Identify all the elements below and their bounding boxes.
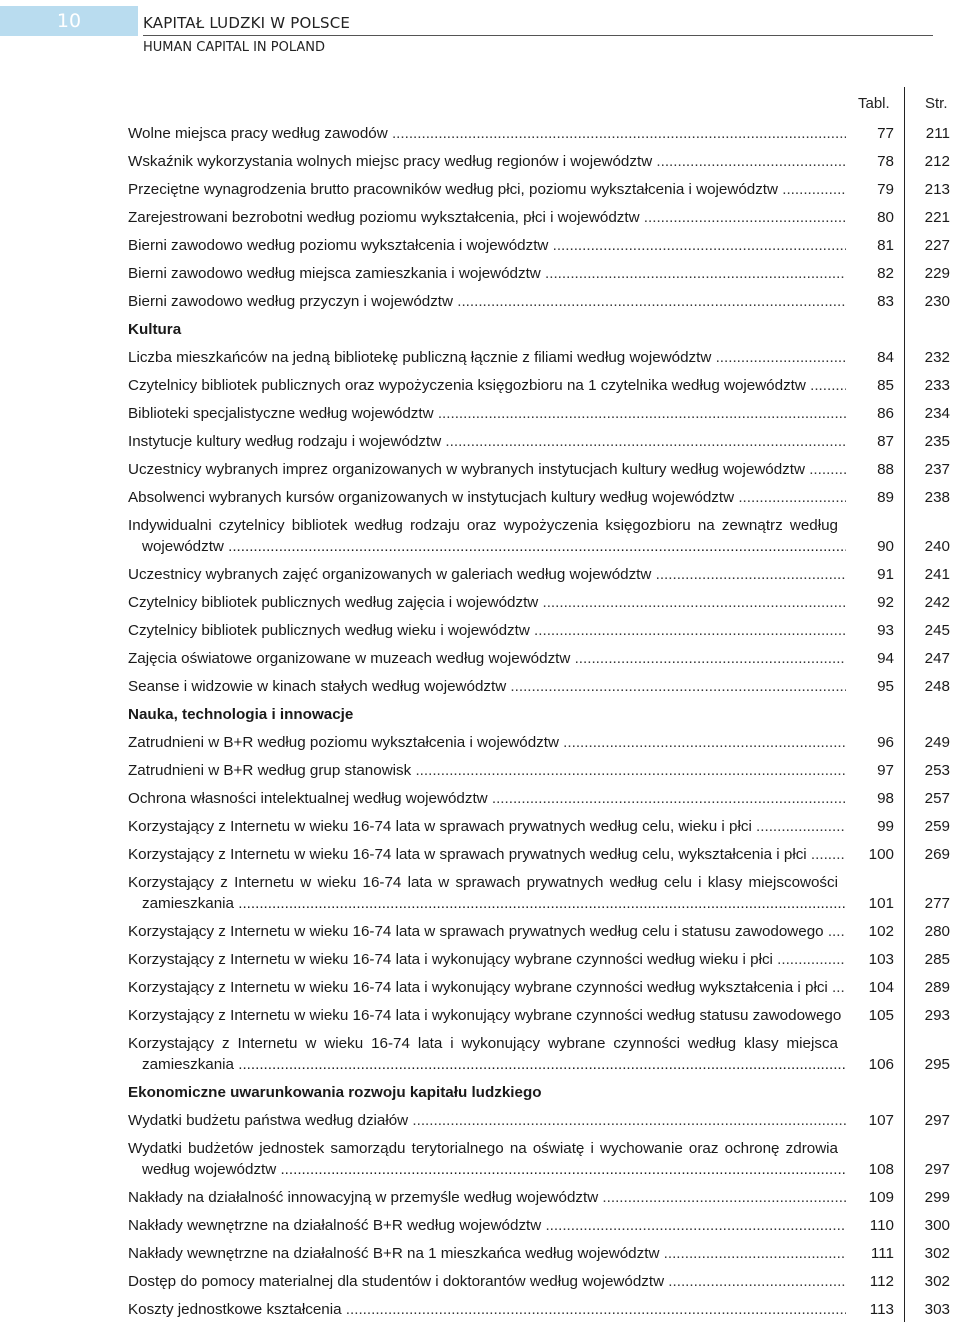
table-number: 88 bbox=[877, 461, 894, 478]
toc-entry-title-continued: zamieszkania ..... bbox=[142, 1054, 846, 1075]
page-ref: 211 bbox=[925, 125, 950, 142]
toc-entry-title: Bierni zawodowo według miejsca zamieszkania i województw ..... bbox=[128, 263, 846, 284]
table-number: 79 bbox=[877, 181, 894, 198]
page-ref: 297 bbox=[924, 1112, 950, 1129]
toc-entry-title: Zarejestrowani bezrobotni według poziomu wykształcenia, płci i województw ..... bbox=[128, 207, 846, 228]
toc-entry-title: Czytelnicy bibliotek publicznych oraz wypożyczenia księgozbioru na 1 czytelnika według województw ..... bbox=[128, 375, 846, 396]
toc-entry-title-continued: województw ..... bbox=[142, 536, 846, 557]
page-ref: 302 bbox=[924, 1245, 950, 1262]
toc-entry-title: Korzystający z Internetu w wieku 16-74 lata w sprawach prywatnych według celu, wieku i płci ..... bbox=[128, 816, 846, 837]
page-ref: 249 bbox=[924, 734, 950, 751]
page-ref: 295 bbox=[924, 1056, 950, 1073]
page-ref: 230 bbox=[924, 293, 950, 310]
table-number: 113 bbox=[869, 1301, 894, 1318]
column-divider bbox=[904, 87, 905, 1322]
page-number: 10 bbox=[0, 6, 138, 36]
table-number: 98 bbox=[877, 790, 894, 807]
page-ref: 285 bbox=[924, 951, 950, 968]
toc-entry-title-continued: według województw ..... bbox=[142, 1159, 846, 1180]
page-ref: 242 bbox=[924, 594, 950, 611]
table-number: 90 bbox=[877, 538, 894, 555]
header-subtitle: HUMAN CAPITAL IN POLAND bbox=[143, 40, 326, 55]
page-ref: 247 bbox=[924, 650, 950, 667]
toc-entry-title: Zatrudnieni w B+R według grup stanowisk ..... bbox=[128, 760, 846, 781]
toc-entry-title: Dostęp do pomocy materialnej dla studentów i doktorantów według województw ..... bbox=[128, 1271, 846, 1292]
toc-entry-title: Korzystający z Internetu w wieku 16-74 lata w sprawach prywatnych według celu, wykształcenia i płci ..... bbox=[128, 844, 846, 865]
toc-entry-title: Biblioteki specjalistyczne według województw ..... bbox=[128, 403, 846, 424]
table-number: 86 bbox=[877, 405, 894, 422]
page-ref: 269 bbox=[924, 846, 950, 863]
column-header-tabl: Tabl. bbox=[858, 95, 890, 112]
table-number: 78 bbox=[877, 153, 894, 170]
page-ref: 229 bbox=[924, 265, 950, 282]
toc-entry-title: Wolne miejsca pracy według zawodów ..... bbox=[128, 123, 846, 144]
page-ref: 213 bbox=[924, 181, 950, 198]
table-number: 105 bbox=[868, 1007, 894, 1024]
table-number: 95 bbox=[877, 678, 894, 695]
page-ref: 300 bbox=[924, 1217, 950, 1234]
table-number: 108 bbox=[868, 1161, 894, 1178]
table-number: 103 bbox=[868, 951, 894, 968]
page-ref: 293 bbox=[924, 1007, 950, 1024]
toc-entry-title: Czytelnicy bibliotek publicznych według zajęcia i województw ..... bbox=[128, 592, 846, 613]
page-ref: 241 bbox=[924, 566, 950, 583]
page-ref: 245 bbox=[924, 622, 950, 639]
table-number: 111 bbox=[870, 1245, 894, 1262]
page-ref: 253 bbox=[924, 762, 950, 779]
toc-entry-title: Bierni zawodowo według przyczyn i województw ..... bbox=[128, 291, 846, 312]
section-heading: Nauka, technologia i innowacje bbox=[128, 706, 354, 723]
toc-entry-title: Wskaźnik wykorzystania wolnych miejsc pracy według regionów i województw ..... bbox=[128, 151, 846, 172]
table-number: 83 bbox=[877, 293, 894, 310]
page-ref: 280 bbox=[924, 923, 950, 940]
table-number: 77 bbox=[877, 125, 894, 142]
table-number: 87 bbox=[877, 433, 894, 450]
page-ref: 212 bbox=[924, 153, 950, 170]
table-number: 110 bbox=[869, 1217, 894, 1234]
page-ref: 237 bbox=[924, 461, 950, 478]
page-ref: 234 bbox=[924, 405, 950, 422]
toc-entry-title: Nakłady na działalność innowacyjną w przemyśle według województw ..... bbox=[128, 1187, 846, 1208]
page-ref: 259 bbox=[924, 818, 950, 835]
table-number: 85 bbox=[877, 377, 894, 394]
table-number: 84 bbox=[877, 349, 894, 366]
toc-entry-title: Instytucje kultury według rodzaju i województw ..... bbox=[128, 431, 846, 452]
table-number: 93 bbox=[877, 622, 894, 639]
toc-entry-title: Zajęcia oświatowe organizowane w muzeach według województw ..... bbox=[128, 648, 846, 669]
table-number: 81 bbox=[877, 237, 894, 254]
toc-entry-title: Koszty jednostkowe kształcenia ..... bbox=[128, 1299, 846, 1320]
toc-entry-title: Nakłady wewnętrzne na działalność B+R na 1 mieszkańca według województw ..... bbox=[128, 1243, 846, 1264]
table-number: 109 bbox=[868, 1189, 894, 1206]
table-number: 82 bbox=[877, 265, 894, 282]
page-ref: 303 bbox=[924, 1301, 950, 1318]
table-number: 80 bbox=[877, 209, 894, 226]
toc-entry-title: Liczba mieszkańców na jedną bibliotekę publiczną łącznie z filiami według województw ..... bbox=[128, 347, 846, 368]
toc-entry-title: Korzystający z Internetu w wieku 16-74 lata i wykonujący wybrane czynności według klasy miejsca bbox=[128, 1035, 838, 1052]
toc-entry-title: Nakłady wewnętrzne na działalność B+R według województw ..... bbox=[128, 1215, 846, 1236]
toc-entry-title: Indywidualni czytelnicy bibliotek według rodzaju oraz wypożyczenia księgozbioru na zewnątrz według bbox=[128, 517, 838, 534]
page-ref: 227 bbox=[924, 237, 950, 254]
table-number: 104 bbox=[868, 979, 894, 996]
column-header-str: Str. bbox=[925, 95, 948, 112]
page-ref: 302 bbox=[924, 1273, 950, 1290]
table-number: 92 bbox=[877, 594, 894, 611]
table-number: 96 bbox=[877, 734, 894, 751]
toc-entry-title: Korzystający z Internetu w wieku 16-74 lata i wykonujący wybrane czynności według statusu zawodowego ..... bbox=[128, 1005, 846, 1026]
table-number: 100 bbox=[868, 846, 894, 863]
header-divider bbox=[143, 35, 933, 36]
page-ref: 233 bbox=[924, 377, 950, 394]
page-ref: 235 bbox=[924, 433, 950, 450]
page-ref: 297 bbox=[924, 1161, 950, 1178]
toc-entry-title: Uczestnicy wybranych zajęć organizowanych w galeriach według województw ..... bbox=[128, 564, 846, 585]
toc-entry-title: Korzystający z Internetu w wieku 16-74 lata w sprawach prywatnych według celu i statusu zawodowego ..... bbox=[128, 921, 846, 942]
toc-entry-title: Przeciętne wynagrodzenia brutto pracowników według płci, poziomu wykształcenia i województw ..... bbox=[128, 179, 846, 200]
table-number: 106 bbox=[868, 1056, 894, 1073]
section-heading: Kultura bbox=[128, 321, 182, 338]
toc-entry-title: Wydatki budżetu państwa według działów ..... bbox=[128, 1110, 846, 1131]
page-ref: 232 bbox=[924, 349, 950, 366]
header-title: KAPITAŁ LUDZKI W POLSCE bbox=[143, 14, 351, 32]
toc-entry-title: Ochrona własności intelektualnej według województw ..... bbox=[128, 788, 846, 809]
table-number: 102 bbox=[868, 923, 894, 940]
table-number: 89 bbox=[877, 489, 894, 506]
table-number: 107 bbox=[868, 1112, 894, 1129]
page-ref: 299 bbox=[924, 1189, 950, 1206]
toc-entry-title: Czytelnicy bibliotek publicznych według wieku i województw ..... bbox=[128, 620, 846, 641]
page-ref: 238 bbox=[924, 489, 950, 506]
table-number: 91 bbox=[877, 566, 894, 583]
page-ref: 240 bbox=[924, 538, 950, 555]
toc-entry-title: Korzystający z Internetu w wieku 16-74 lata i wykonujący wybrane czynności według wykształcenia i płci ..... bbox=[128, 977, 846, 998]
page-ref: 248 bbox=[924, 678, 950, 695]
toc-entry-title: Zatrudnieni w B+R według poziomu wykształcenia i województw ..... bbox=[128, 732, 846, 753]
toc-entry-title-continued: zamieszkania ..... bbox=[142, 893, 846, 914]
table-number: 112 bbox=[869, 1273, 894, 1290]
page-ref: 221 bbox=[924, 209, 950, 226]
page-ref: 257 bbox=[924, 790, 950, 807]
toc-entry-title: Wydatki budżetów jednostek samorządu terytorialnego na oświatę i wychowanie oraz ochronę zdrowia bbox=[128, 1140, 838, 1157]
table-number: 94 bbox=[877, 650, 894, 667]
table-number: 97 bbox=[877, 762, 894, 779]
section-heading: Ekonomiczne uwarunkowania rozwoju kapitału ludzkiego bbox=[128, 1084, 542, 1101]
toc-entry-title: Uczestnicy wybranych imprez organizowanych w wybranych instytucjach kultury według województw ..... bbox=[128, 459, 846, 480]
table-number: 99 bbox=[877, 818, 894, 835]
table-number: 101 bbox=[868, 895, 894, 912]
page-ref: 277 bbox=[924, 895, 950, 912]
toc-entry-title: Bierni zawodowo według poziomu wykształcenia i województw ..... bbox=[128, 235, 846, 256]
toc-entry-title: Korzystający z Internetu w wieku 16-74 lata i wykonujący wybrane czynności według wieku i płci ..... bbox=[128, 949, 846, 970]
toc-entry-title: Absolwenci wybranych kursów organizowanych w instytucjach kultury według województw ..... bbox=[128, 487, 846, 508]
toc-entry-title: Korzystający z Internetu w wieku 16-74 lata w sprawach prywatnych według celu i klasy miejscowości bbox=[128, 874, 838, 891]
toc-entry-title: Seanse i widzowie w kinach stałych według województw ..... bbox=[128, 676, 846, 697]
page-ref: 289 bbox=[924, 979, 950, 996]
